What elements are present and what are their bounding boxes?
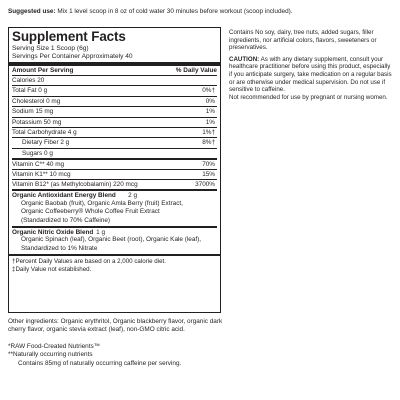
header-dv: % Daily Value: [175, 67, 217, 74]
nutrient-dv: 1%†: [202, 128, 215, 136]
vitamin-label: Vitamin C** 40 mg: [12, 161, 65, 169]
natural-note: **Naturally occurring nutrients: [8, 351, 93, 359]
vitamin-row: [12, 158, 217, 168]
nutrient-label: Total Carbohydrate 4 g: [12, 128, 77, 136]
serving-size: Serving Size 1 Scoop (6g): [12, 45, 89, 52]
supplement-facts-panel: [8, 27, 221, 313]
suggested-use: [8, 8, 394, 15]
nutrient-label: Potassium 50 mg: [12, 118, 62, 126]
blend-amount: 1 g: [96, 228, 105, 236]
other-ingredients: Other ingredients: Organic erythritol, Organic blackberry flavor, organic dark cherry flavor, organic stevia extract (leaf), non-GMO citric acid.: [8, 318, 223, 334]
nutrient-row: [12, 96, 217, 106]
suggested-use-text: Mix 1 level scoop in 8 oz of cold water 30 minutes before workout (scoop included).: [55, 8, 293, 15]
nutrient-row: [12, 85, 217, 95]
nutrient-row: [12, 137, 217, 147]
servings-per-container: Servings Per Container Approximately 40: [12, 53, 133, 60]
antioxidant-blend-ingredients: [12, 200, 217, 226]
blend-line: (Standardized to 70% Caffeine): [21, 216, 111, 224]
nutrient-label: Sugars 0 g: [22, 149, 53, 157]
nutrient-notes: [8, 343, 268, 368]
vitamin-label: Vitamin K1** 10 mcg: [12, 170, 71, 178]
caution-text: As with any dietary supplement, consult your healthcare practitioner before using this product, especially if you anticipate surgery, take medication on a regular basis or are otherwise under medical supervision. Do not use if sensitive to caffeine.: [229, 55, 392, 94]
allergen-statement: Contains No soy, dairy, tree nuts, added sugars, filler ingredients, nor artificial colors, flavors, sweeteners or preservatives.: [229, 29, 377, 52]
nutrient-dv: [215, 149, 217, 158]
nutrient-row: [12, 106, 217, 116]
vitamin-dv: 15%: [202, 170, 215, 178]
header-amount: Amount Per Serving: [12, 67, 74, 74]
nitric-oxide-blend-ingredients: [12, 236, 217, 254]
blend-amount: 2 g: [128, 192, 137, 200]
nutrient-dv: 8%†: [202, 139, 215, 147]
caution-label: CAUTION:: [229, 55, 260, 63]
nutrient-label: Total Fat 0 g: [12, 87, 48, 95]
footnote-daily-value: †Percent Daily Values are based on a 2,000 calorie diet.: [12, 258, 166, 266]
blend-line: Organic Coffeeberry® Whole Coffee Fruit Extract: [21, 208, 160, 216]
caffeine-note: Contains 85mg of naturally occurring caffeine per serving.: [18, 359, 182, 367]
nutrient-dv: 0%: [205, 97, 215, 105]
antioxidant-blend-header: [12, 189, 217, 199]
footnote-not-established: ‡Daily Value not established.: [12, 265, 92, 273]
nutrient-dv: [215, 76, 217, 85]
nutrient-label: Calories 20: [12, 77, 45, 84]
warnings-panel: [229, 29, 395, 101]
nutrient-row: [12, 75, 217, 85]
panel-footnotes: [9, 254, 220, 273]
nutrient-dv: 0%†: [202, 87, 215, 95]
vitamin-label: Vitamin B12* (as Methylcobalamin) 220 mcg: [12, 180, 138, 188]
blend-line: Standardized to 1% Nitrate: [21, 244, 98, 252]
panel-title: Supplement Facts: [12, 29, 126, 44]
nutrient-row: [12, 127, 217, 137]
nutrient-label: Cholesterol 0 mg: [12, 97, 61, 105]
vitamin-dv: 70%: [202, 161, 215, 169]
caution-statement: [229, 56, 395, 94]
nutrient-label: Dietary Fiber 2 g: [22, 139, 70, 147]
blend-line: Organic Baobab (fruit), Organic Amla Berry (fruit) Extract,: [21, 199, 183, 207]
vitamin-row: [12, 169, 217, 179]
raw-note: *RAW Food-Created Nutrients™: [8, 343, 101, 350]
blend-line: Organic Spinach (leaf), Organic Beet (root), Organic Kale (leaf),: [21, 236, 202, 244]
nutrient-dv: 1%: [205, 118, 215, 126]
pregnancy-warning: Not recommended for use by pregnant or nursing women.: [229, 93, 388, 101]
nutrient-label: Sodium 15 mg: [12, 108, 54, 116]
vitamin-row: [12, 179, 217, 189]
nutrient-row: [12, 148, 217, 158]
blend-title: Organic Antioxidant Energy Blend: [12, 192, 116, 200]
suggested-use-label: Suggested use:: [8, 8, 56, 15]
nitric-oxide-blend-header: [12, 226, 217, 236]
blend-title: Organic Nitric Oxide Blend: [12, 228, 94, 236]
nutrient-dv: 1%: [205, 108, 215, 116]
nutrient-row: [12, 117, 217, 127]
column-header: [12, 66, 217, 75]
vitamin-dv: 3700%: [195, 180, 215, 188]
